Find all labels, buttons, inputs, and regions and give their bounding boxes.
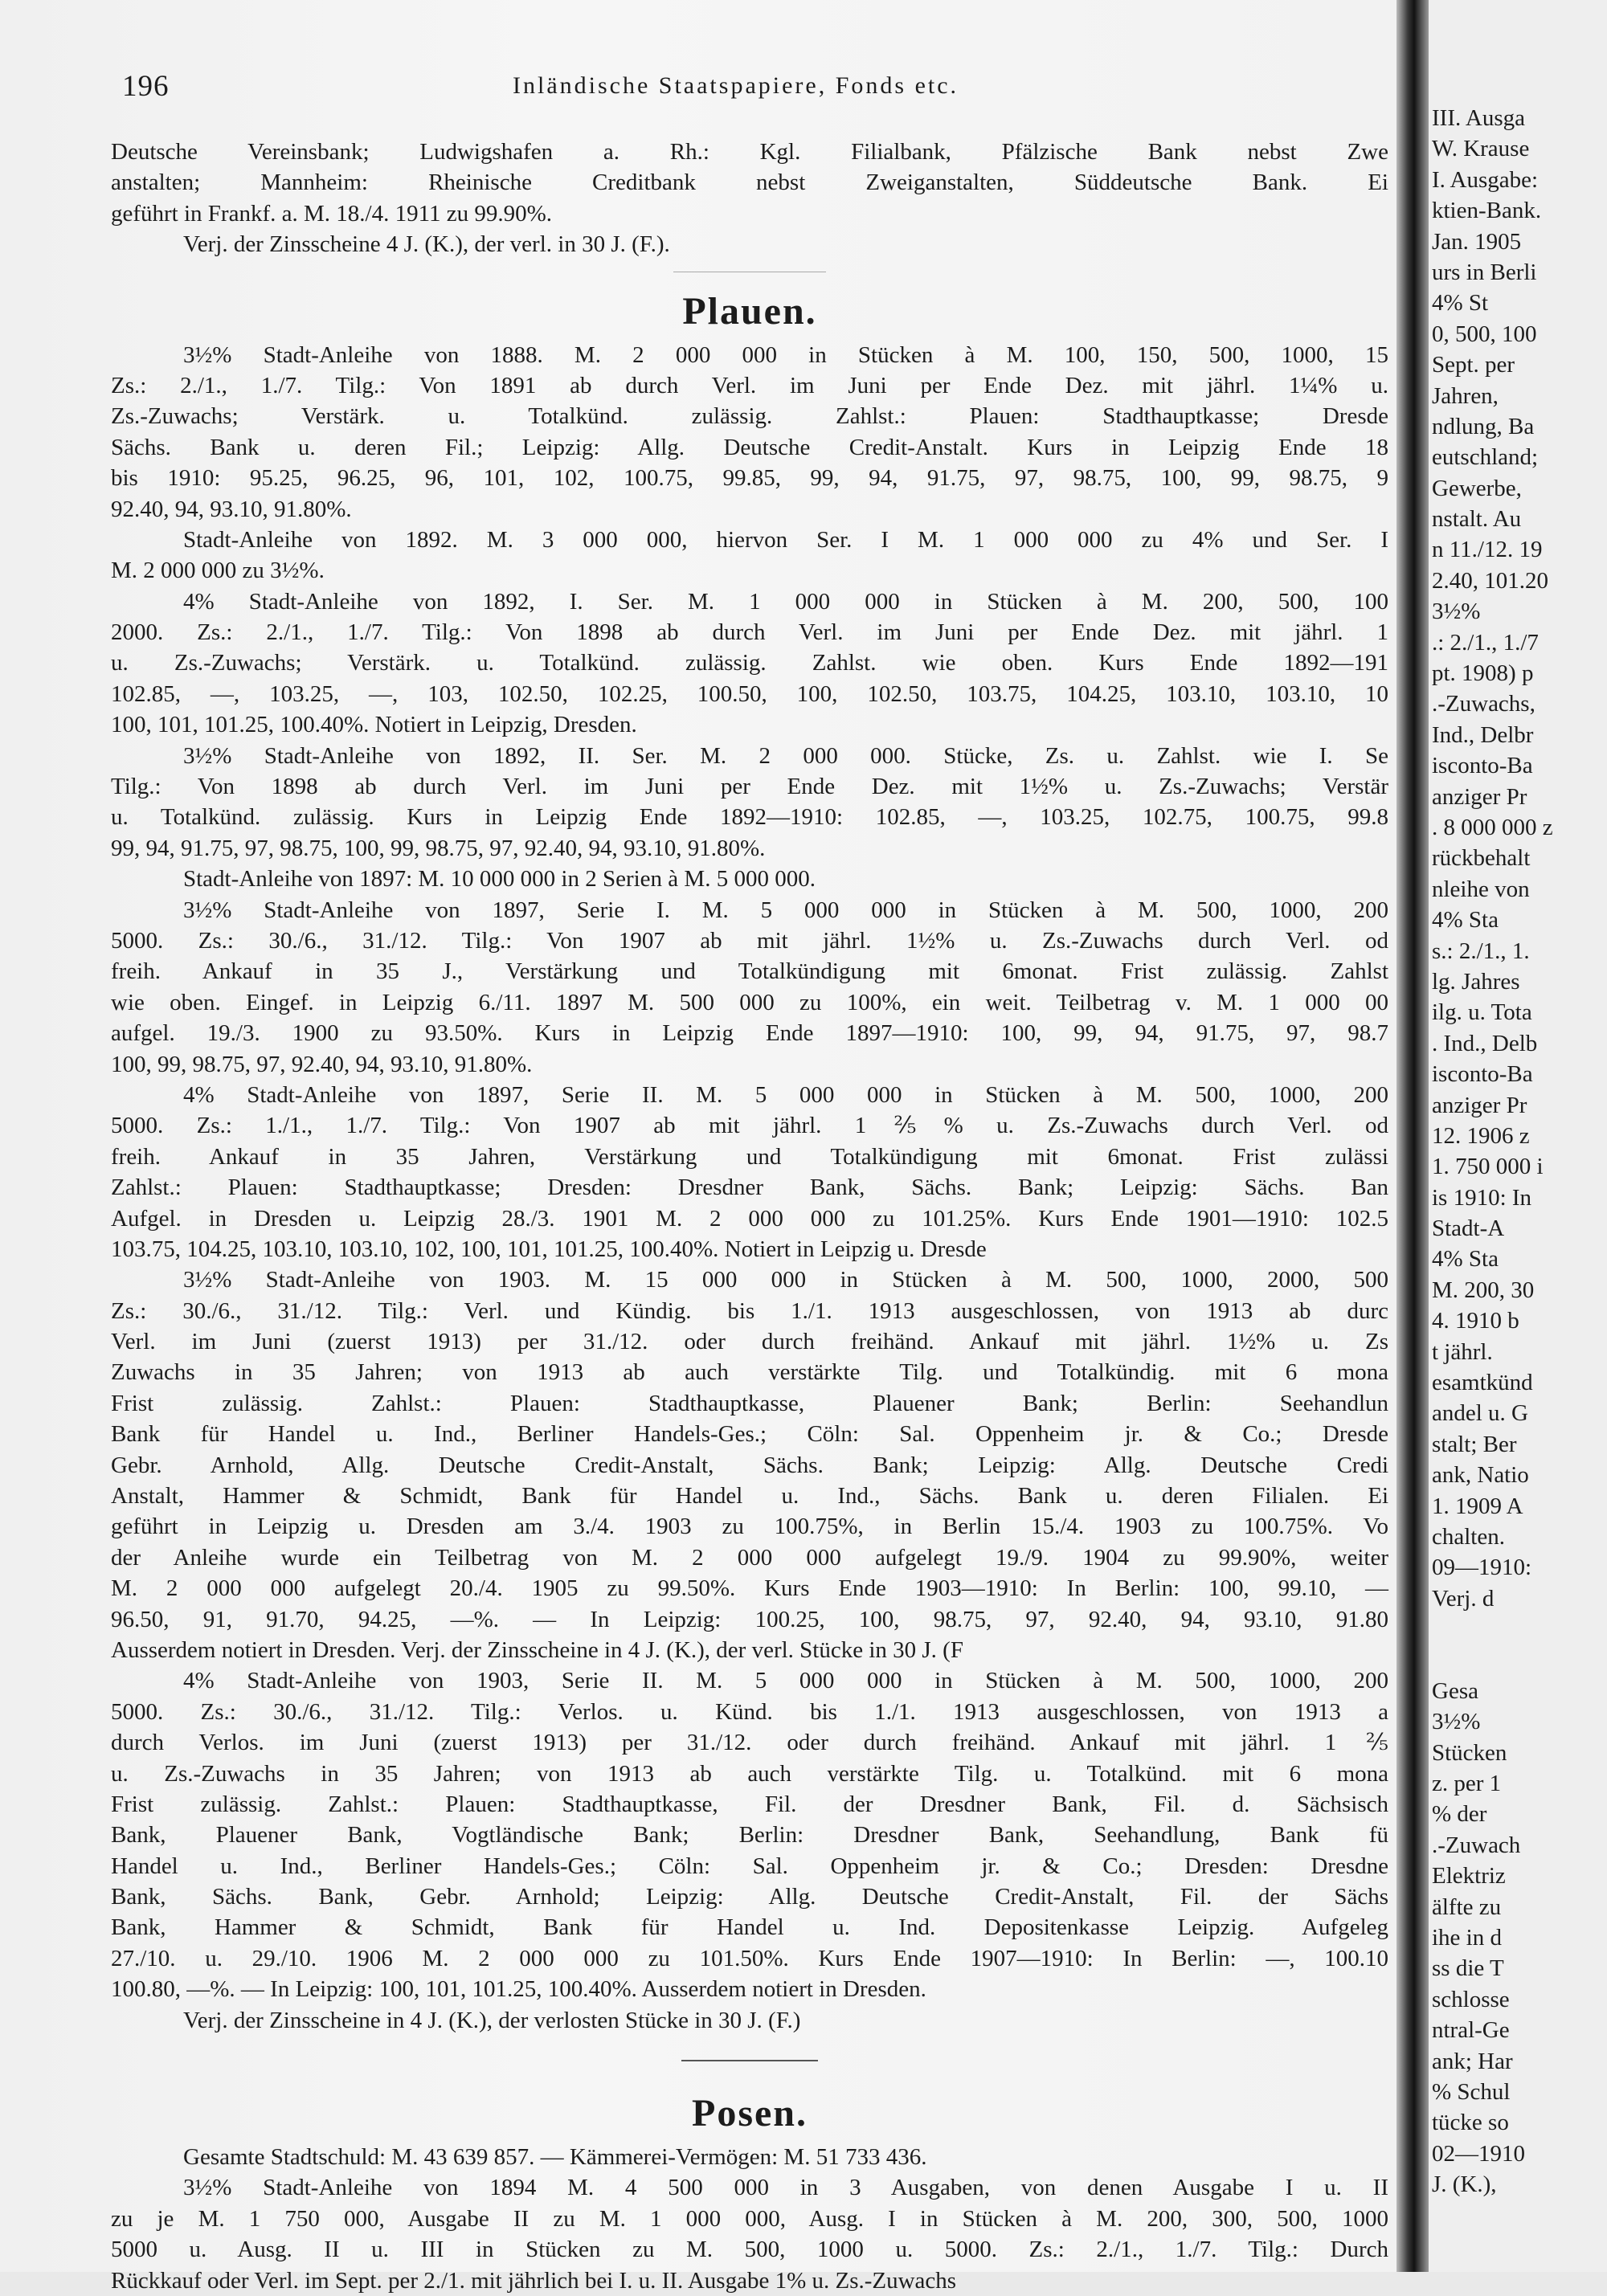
facing-page-line (1432, 1645, 1553, 1676)
text-line: u. Zs.-Zuwachs in 35 Jahren; von 1913 ab auch verstärkte Tilg. u. Totalkünd. mit 6 mona (111, 1760, 1388, 1787)
text-line: freih. Ankauf in 35 Jahren, Verstärkung und Totalkündigung mit 6monat. Frist zulässi (111, 1143, 1388, 1170)
facing-page-line: I. Ausgabe: (1432, 166, 1539, 193)
text-line: durch Verlos. im Juni (zuerst 1913) per 31./12. oder durch freihänd. Ankauf mit jährl. 1⅖ (111, 1730, 1388, 1756)
running-title: Inländische Staatspapiere, Fonds etc. (513, 72, 959, 99)
facing-page-line: Gesa (1432, 1677, 1478, 1704)
facing-page-line: pt. 1908) p (1432, 660, 1534, 687)
text-column (111, 137, 1388, 2296)
facing-page-line: 09—1910: (1432, 1554, 1532, 1581)
facing-page-line: 12. 1906 z (1432, 1122, 1530, 1149)
text-line: bis 1910: 95.25, 96.25, 96, 101, 102, 100.75, 99.85, 99, 94, 91.75, 97, 98.75, 100, 99, 98.75, 9 (111, 465, 1388, 492)
text-line: Zs.: 30./6., 31./12. Tilg.: Verl. und Kündig. bis 1./1. 1913 ausgeschlossen, von 1913 ab durc (111, 1297, 1388, 1324)
text-line: 4% Stadt-Anleihe von 1903, Serie II. M. 5 000 000 in Stücken à M. 500, 1000, 200 (183, 1668, 1388, 1694)
facing-page-line: Stadt-A (1432, 1215, 1505, 1242)
facing-page-line: urs in Berli (1432, 259, 1537, 285)
facing-page-line: nleihe von (1432, 876, 1530, 902)
facing-page-line: 1. 1909 A (1432, 1493, 1523, 1519)
section-heading: Plauen. (682, 289, 817, 333)
text-line: 3½% Stadt-Anleihe von 1888. M. 2 000 000 in Stücken à M. 100, 150, 500, 1000, 15 (183, 341, 1388, 368)
facing-page-line: eutschland; (1432, 444, 1539, 471)
page-header (0, 69, 1396, 101)
facing-page-line: 3½% (1432, 599, 1481, 625)
facing-page-line: lg. Jahres (1432, 968, 1520, 995)
section-heading: Posen. (692, 2092, 808, 2135)
text-line: 100.80, —%. — In Leipzig: 100, 101, 101.25, 100.40%. Ausserdem notiert in Dresden. (111, 1976, 926, 2003)
text-line: anstalten; Mannheim: Rheinische Creditbank nebst Zweiganstalten, Süddeutsche Bank. Ei (111, 170, 1388, 196)
facing-page-line: esamtkünd (1432, 1370, 1533, 1396)
text-line: M. 2 000 000 zu 3½%. (111, 558, 325, 584)
text-line: 92.40, 94, 93.10, 91.80%. (111, 496, 352, 522)
facing-page-line: ank; Har (1432, 2048, 1513, 2074)
text-line: Frist zulässig. Zahlst.: Plauen: Stadthauptkasse, Fil. der Dresdner Bank, Fil. d. Sächsisch (111, 1791, 1388, 1817)
facing-page-line: chalten. (1432, 1523, 1505, 1550)
facing-page-line: 0, 500, 100 (1432, 321, 1537, 347)
facing-page-line: z. per 1 (1432, 1771, 1502, 1797)
facing-page-line: stalt; Ber (1432, 1431, 1517, 1457)
text-line: 99, 94, 91.75, 97, 98.75, 100, 99, 98.75, 97, 92.40, 94, 93.10, 91.80%. (111, 835, 766, 861)
text-line: Rückkauf oder Verl. im Sept. per 2./1. mit jährlich bei I. u. II. Ausgabe 1% u. Zs.-Zuwachs (111, 2267, 957, 2294)
text-line: Handel u. Ind., Berliner Handels-Ges.; Cöln: Sal. Oppenheim jr. & Co.; Dresden: Dresdne (111, 1853, 1388, 1879)
text-line: Zs.-Zuwachs; Verstärk. u. Totalkünd. zulässig. Zahlst.: Plauen: Stadthauptkasse; Dresde (111, 403, 1388, 430)
page-number: 196 (122, 70, 170, 103)
facing-page-line (1432, 1614, 1553, 1644)
facing-page-line: andel u. G (1432, 1400, 1528, 1427)
text-line: 3½% Stadt-Anleihe von 1903. M. 15 000 000 in Stücken à M. 500, 1000, 2000, 500 (183, 1267, 1388, 1293)
text-line: Verj. der Zinsscheine in 4 J. (K.), der verlosten Stücke in 30 J. (F.) (183, 2007, 801, 2033)
facing-page-line: Ind., Delbr (1432, 721, 1534, 748)
text-line: M. 2 000 000 aufgelegt 20./4. 1905 zu 99.50%. Kurs Ende 1903—1910: In Berlin: 100, 99.10, — (111, 1575, 1388, 1602)
text-line: Bank, Sächs. Bank, Gebr. Arnhold; Leipzig: Allg. Deutsche Credit-Anstalt, Fil. der Sächs (111, 1884, 1388, 1910)
text-line: Verl. im Juni (zuerst 1913) per 31./12. oder durch freihänd. Ankauf mit jährl. 1½% u. Zs (111, 1329, 1388, 1355)
text-line: Stadt-Anleihe von 1892. M. 3 000 000, hiervon Ser. I M. 1 000 000 zu 4% und Ser. I (183, 526, 1388, 553)
facing-page-line: isconto-Ba (1432, 1061, 1533, 1088)
facing-page-line: .: 2./1., 1./7 (1432, 629, 1539, 656)
facing-page-line: . Ind., Delb (1432, 1030, 1538, 1056)
section-divider (681, 2060, 818, 2061)
text-line: 3½% Stadt-Anleihe von 1897, Serie I. M. 5 000 000 in Stücken à M. 500, 1000, 200 (183, 897, 1388, 923)
text-line: 4% Stadt-Anleihe von 1897, Serie II. M. 5 000 000 in Stücken à M. 500, 1000, 200 (183, 1081, 1388, 1108)
facing-page-line: tücke so (1432, 2110, 1509, 2136)
facing-page-line: .-Zuwach (1432, 1832, 1521, 1858)
facing-page-line: anziger Pr (1432, 1092, 1527, 1118)
facing-page-line: anziger Pr (1432, 783, 1527, 810)
facing-page-line: is 1910: In (1432, 1184, 1532, 1211)
facing-page-line: s.: 2./1., 1. (1432, 938, 1530, 964)
text-line: Tilg.: Von 1898 ab durch Verl. im Juni per Ende Dez. mit 1½% u. Zs.-Zuwachs; Verstär (111, 774, 1388, 800)
text-line: Sächs. Bank u. deren Fil.; Leipzig: Allg. Deutsche Credit-Anstalt. Kurs in Leipzig Ende 18 (111, 434, 1388, 460)
facing-page-line: älfte zu (1432, 1894, 1502, 1920)
facing-page-line: Sept. per (1432, 352, 1515, 378)
text-line: Anstalt, Hammer & Schmidt, Bank für Handel u. Ind., Sächs. Bank u. deren Filialen. Ei (111, 1483, 1388, 1510)
text-line: freih. Ankauf in 35 J., Verstärkung und Totalkündigung mit 6monat. Frist zulässig. Zahlst (111, 958, 1388, 985)
facing-page-line: % der (1432, 1801, 1487, 1828)
facing-page-line: ank, Natio (1432, 1462, 1529, 1489)
facing-page-line: Stücken (1432, 1739, 1507, 1766)
text-line: zu je M. 1 750 000, Ausgabe II zu M. 1 000 000, Ausg. I in Stücken à M. 200, 300, 500, 1000 (111, 2205, 1388, 2232)
text-line: Verj. der Zinsscheine 4 J. (K.), der verl. in 30 J. (F.). (183, 231, 670, 258)
text-line: 5000. Zs.: 30./6., 31./12. Tilg.: Von 1907 ab mit jährl. 1½% u. Zs.-Zuwachs durch Verl. od (111, 927, 1388, 954)
text-line: Zahlst.: Plauen: Stadthauptkasse; Dresden: Dresdner Bank, Sächs. Bank; Leipzig: Sächs. Ban (111, 1175, 1388, 1201)
text-line: aufgel. 19./3. 1900 zu 93.50%. Kurs in Leipzig Ende 1897—1910: 100, 99, 94, 91.75, 97, 98.7 (111, 1020, 1388, 1047)
text-line: geführt in Frankf. a. M. 18./4. 1911 zu 99.90%. (111, 200, 553, 227)
facing-page-line: ndlung, Ba (1432, 413, 1535, 439)
text-line: wie oben. Eingef. in Leipzig 6./11. 1897 M. 500 000 zu 100%, ein weit. Teilbetrag v. M. 1 000 00 (111, 989, 1388, 1015)
text-line: 5000. Zs.: 30./6., 31./12. Tilg.: Verlos. u. Künd. bis 1./1. 1913 ausgeschlossen, von 1913 a (111, 1698, 1388, 1725)
facing-page-line: W. Krause (1432, 136, 1530, 162)
text-line: 5000 u. Ausg. II u. III in Stücken zu M. 500, 1000 u. 5000. Zs.: 2./1., 1./7. Tilg.: Durch (111, 2237, 1388, 2263)
facing-page-line: Jahren, (1432, 382, 1499, 409)
facing-page-line: Verj. d (1432, 1585, 1495, 1612)
facing-page-line: schlosse (1432, 1986, 1510, 2012)
facing-page-line: 4% St (1432, 290, 1489, 317)
text-line: u. Totalkünd. zulässig. Kurs in Leipzig Ende 1892—1910: 102.85, —, 103.25, 102.75, 100.75, 99.8 (111, 804, 1388, 831)
text-line: Zuwachs in 35 Jahren; von 1913 ab auch verstärkte Tilg. und Totalkündig. mit 6 mona (111, 1359, 1388, 1386)
book-gutter (1396, 0, 1429, 2272)
text-line: u. Zs.-Zuwachs; Verstärk. u. Totalkünd. zulässig. Zahlst. wie oben. Kurs Ende 1892—191 (111, 650, 1388, 676)
text-line: Bank für Handel u. Ind., Berliner Handels-Ges.; Cöln: Sal. Oppenheim jr. & Co.; Dresde (111, 1421, 1388, 1448)
facing-page-line: J. (K.), (1432, 2171, 1497, 2198)
facing-page-line: 1. 750 000 i (1432, 1154, 1544, 1180)
facing-page-line: ihe in d (1432, 1925, 1502, 1951)
facing-page-line: 4% Sta (1432, 1246, 1499, 1273)
text-line: Aufgel. in Dresden u. Leipzig 28./3. 1901 M. 2 000 000 zu 101.25%. Kurs Ende 1901—1910: 102.5 (111, 1205, 1388, 1232)
text-line: Gebr. Arnhold, Allg. Deutsche Credit-Anstalt, Sächs. Bank; Leipzig: Allg. Deutsche Credi (111, 1452, 1388, 1478)
facing-page-line: III. Ausga (1432, 105, 1525, 131)
text-line: Bank, Plauener Bank, Vogtländische Bank; Berlin: Dresdner Bank, Seehandlung, Bank fü (111, 1822, 1388, 1849)
text-line: Bank, Hammer & Schmidt, Bank für Handel u. Ind. Depositenkasse Leipzig. Aufgeleg (111, 1914, 1388, 1941)
text-line: Stadt-Anleihe von 1897: M. 10 000 000 in 2 Serien à M. 5 000 000. (183, 866, 816, 893)
text-line: 27./10. u. 29./10. 1906 M. 2 000 000 zu 101.50%. Kurs Ende 1907—1910: In Berlin: —, 100.10 (111, 1945, 1388, 1971)
facing-page-line: 2.40, 101.20 (1432, 567, 1548, 594)
facing-page-line: Gewerbe, (1432, 475, 1522, 501)
text-line: 3½% Stadt-Anleihe von 1892, II. Ser. M. 2 000 000. Stücke, Zs. u. Zahlst. wie I. Se (183, 742, 1388, 769)
text-line: 3½% Stadt-Anleihe von 1894 M. 4 500 000 in 3 Ausgaben, von denen Ausgabe I u. II (183, 2175, 1388, 2201)
text-line: 4% Stadt-Anleihe von 1892, I. Ser. M. 1 000 000 in Stücken à M. 200, 500, 100 (183, 588, 1388, 615)
facing-page-line: ktien-Bank. (1432, 198, 1542, 224)
facing-page-line: n 11./12. 19 (1432, 537, 1543, 563)
facing-page-line: rückbehalt (1432, 845, 1531, 872)
facing-page-line: 3½% (1432, 1709, 1481, 1735)
facing-page-line: ss die T (1432, 1955, 1504, 1982)
facing-page-line: % Schul (1432, 2079, 1511, 2105)
facing-page-line: . 8 000 000 z (1432, 814, 1553, 840)
text-line: Zs.: 2./1., 1./7. Tilg.: Von 1891 ab durch Verl. im Juni per Ende Dez. mit jährl. 1¼% u. (111, 372, 1388, 398)
text-line: Deutsche Vereinsbank; Ludwigshafen a. Rh.: Kgl. Filialbank, Pfälzische Bank nebst Zwe (111, 139, 1388, 165)
text-line: 96.50, 91, 91.70, 94.25, —%. — In Leipzig: 100.25, 100, 98.75, 97, 92.40, 94, 93.10, 91.80 (111, 1606, 1388, 1632)
text-line: 2000. Zs.: 2./1., 1./7. Tilg.: Von 1898 ab durch Verl. im Juni per Ende Dez. mit jährl. 1 (111, 619, 1388, 646)
facing-page-line: isconto-Ba (1432, 753, 1533, 779)
facing-page-line: ilg. u. Tota (1432, 999, 1532, 1026)
facing-page-line: Jan. 1905 (1432, 228, 1522, 255)
text-line: 103.75, 104.25, 103.10, 103.10, 102, 100, 101, 101.25, 100.40%. Notiert in Leipzig u. Dresde (111, 1236, 987, 1262)
text-line: 102.85, —, 103.25, —, 103, 102.50, 102.25, 100.50, 100, 102.50, 103.75, 104.25, 103.10, 103.10, 10 (111, 680, 1388, 707)
facing-page-text (1432, 103, 1553, 2200)
facing-page-line: 4% Sta (1432, 907, 1499, 934)
facing-page-line: M. 200, 30 (1432, 1277, 1535, 1303)
text-line: Gesamte Stadtschuld: M. 43 639 857. — Kämmerei-Vermögen: M. 51 733 436. (183, 2144, 927, 2171)
text-line: 5000. Zs.: 1./1., 1./7. Tilg.: Von 1907 ab mit jährl. 1⅖% u. Zs.-Zuwachs durch Verl. od (111, 1113, 1388, 1139)
text-line: geführt in Leipzig u. Dresden am 3./4. 1903 zu 100.75%, in Berlin 15./4. 1903 zu 100.75%. Vo (111, 1514, 1388, 1540)
facing-page-fragment (1429, 0, 1607, 2272)
facing-page-line: t jährl. (1432, 1338, 1493, 1365)
text-line: der Anleihe wurde ein Teilbetrag von M. 2 000 000 aufgelegt 19./9. 1904 zu 99.90%, weiter (111, 1544, 1388, 1571)
facing-page-line: 4. 1910 b (1432, 1308, 1519, 1334)
text-line: Frist zulässig. Zahlst.: Plauen: Stadthauptkasse, Plauener Bank; Berlin: Seehandlun (111, 1390, 1388, 1416)
facing-page-line: .-Zuwachs, (1432, 691, 1535, 717)
text-line: 100, 101, 101.25, 100.40%. Notiert in Leipzig, Dresden. (111, 712, 637, 738)
text-line: 100, 99, 98.75, 97, 92.40, 94, 93.10, 91.80%. (111, 1051, 533, 1077)
facing-page-line: Elektriz (1432, 1863, 1506, 1890)
text-line: Ausserdem notiert in Dresden. Verj. der Zinsscheine in 4 J. (K.), der verl. Stücke in 30 J. (F (111, 1636, 963, 1663)
facing-page-line: ntral-Ge (1432, 2017, 1510, 2044)
facing-page-line: nstalt. Au (1432, 506, 1522, 533)
facing-page-line: 02—1910 (1432, 2140, 1525, 2167)
